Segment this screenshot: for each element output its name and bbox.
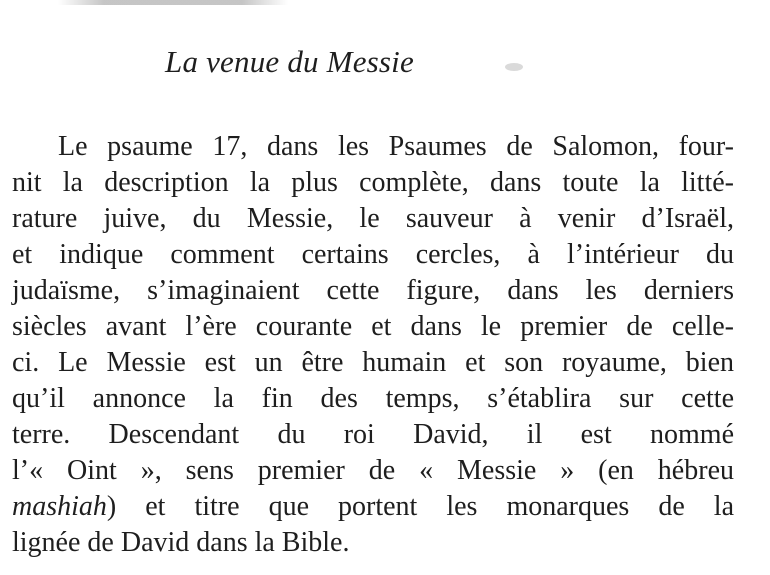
paragraph-line: ci. Le Messie est un être humain et son royaume, bien bbox=[12, 347, 734, 378]
paragraph-line: terre. Descendant du roi David, il est nommé bbox=[12, 419, 734, 450]
paragraph-line: nit la description la plus complète, dans toute la litté- bbox=[12, 167, 734, 198]
paragraph-line: Le psaume 17, dans les Psaumes de Salomon, four- bbox=[58, 131, 734, 162]
paragraph-line: lignée de David dans la Bible. bbox=[12, 527, 350, 558]
italic-term: mashiah bbox=[12, 491, 107, 522]
body-paragraph bbox=[12, 129, 734, 561]
paragraph-line: siècles avant l’ère courante et dans le premier de celle- bbox=[12, 311, 734, 342]
paragraph-line: judaïsme, s’imaginaient cette figure, dans les derniers bbox=[12, 275, 734, 306]
scan-speck bbox=[505, 63, 523, 71]
paragraph-line: rature juive, du Messie, le sauveur à venir d’Israël, bbox=[12, 203, 734, 234]
paragraph-line bbox=[12, 489, 734, 525]
paragraph-line: qu’il annonce la fin des temps, s’établira sur cette bbox=[12, 383, 734, 414]
scan-smudge bbox=[58, 0, 288, 5]
paragraph-line: l’« Oint », sens premier de « Messie » (en hébreu bbox=[12, 455, 734, 486]
paragraph-line-rest: ) et titre que portent les monarques de la bbox=[106, 491, 734, 522]
section-heading: La venue du Messie bbox=[165, 44, 414, 79]
paragraph-line: et indique comment certains cercles, à l’intérieur du bbox=[12, 239, 734, 270]
